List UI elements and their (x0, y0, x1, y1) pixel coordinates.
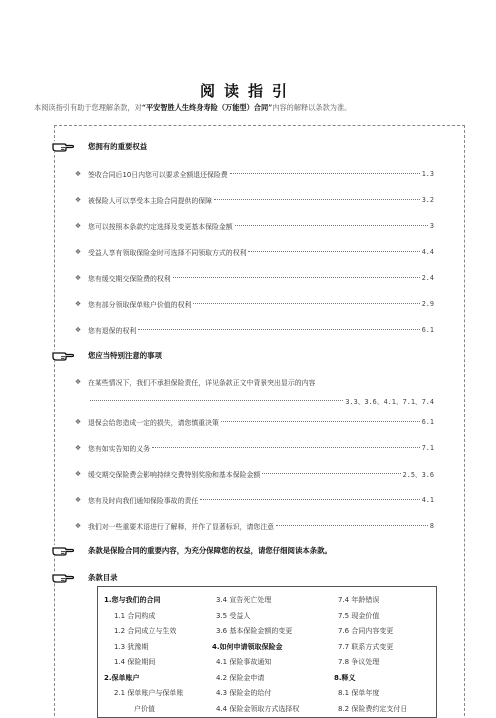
toc-item[interactable]: 1.4 保险期间 (114, 658, 156, 666)
diamond-bullet-icon: ❖ (74, 222, 82, 230)
toc-item[interactable]: 8.释义 (334, 673, 356, 682)
toc-entry[interactable]: ❖ 受益人享有领取保险金时可选择不同领取方式的权利 4.4 (74, 248, 434, 257)
toc-column-3 (334, 593, 408, 717)
toc-entry[interactable]: ❖ 您有如实告知的义务 7.1 (74, 444, 434, 453)
toc-item[interactable]: 1.3 犹豫期 (114, 642, 149, 651)
diamond-bullet-icon: ❖ (74, 248, 82, 256)
diamond-bullet-icon: ❖ (74, 522, 82, 530)
toc-item[interactable]: 4.2 保险金申请 (216, 673, 265, 682)
toc-entry[interactable]: ❖ 您有退保的权利 6.1 (74, 326, 434, 335)
toc-item[interactable]: 4.1 保险事故通知 (216, 658, 272, 666)
contract-name: “平安智胜人生终身寿险（万能型）合同” (141, 103, 273, 112)
diamond-bullet-icon: ❖ (74, 170, 82, 178)
toc-column-2 (212, 593, 300, 717)
toc-entry[interactable]: ❖ 您可以按照本条款约定选择及变更基本保险金额 3 (74, 222, 434, 231)
toc-item[interactable]: 2.1 保单账户与保单账 (114, 689, 184, 697)
toc-entry[interactable]: ❖ 您有缓交期交保险费的权利 2.4 (74, 274, 434, 283)
toc-item[interactable]: 2.保单账户 (104, 673, 140, 682)
diamond-bullet-icon: ❖ (74, 444, 82, 452)
intro-suffix: 内容的解释以条款为准。 (272, 103, 352, 112)
toc-entry[interactable]: ❖ 退保会给您造成一定的损失，请您慎重决策 6.1 (74, 418, 434, 427)
toc-item[interactable]: 3.5 受益人 (216, 611, 251, 620)
toc-item[interactable]: 7.7 联系方式变更 (338, 642, 394, 651)
intro-text (34, 103, 474, 113)
toc-item[interactable]: 7.4 年龄错误 (338, 596, 380, 604)
section-title: 您应当特别注意的事项 (88, 350, 162, 360)
toc-item[interactable]: 8.2 保险费约定支付日 (338, 704, 408, 713)
pointing-hand-icon (52, 350, 74, 361)
section-rights (54, 139, 147, 153)
section-toc (54, 570, 118, 584)
toc-entry[interactable]: ❖ 我们对一些重要术语进行了解释，并作了显著标识，请您注意 8 (74, 522, 434, 531)
toc-entry[interactable]: ❖ 被保险人可以享受本主险合同提供的保障 3.2 (74, 196, 434, 205)
toc-box (97, 586, 437, 718)
toc-entry[interactable]: ❖ 签收合同后10日内您可以要求全额退还保险费 1.3 (74, 170, 434, 179)
toc-item[interactable]: 7.6 合同内容变更 (338, 627, 394, 635)
section-title: 条款目录 (88, 572, 118, 582)
diamond-bullet-icon: ❖ (74, 274, 82, 282)
toc-item[interactable]: 3.6 基本保险金额的变更 (216, 627, 293, 635)
pointing-hand-icon (52, 572, 74, 583)
diamond-bullet-icon: ❖ (74, 418, 82, 426)
toc-item[interactable]: 3.4 宣告死亡处理 (216, 596, 272, 604)
diamond-bullet-icon: ❖ (74, 300, 82, 308)
toc-item[interactable]: 户价值 (134, 704, 155, 713)
diamond-bullet-icon: ❖ (74, 496, 82, 504)
toc-item[interactable]: 4.4 保险金领取方式选择权 (216, 704, 300, 713)
toc-entry[interactable]: ❖ 在某些情况下，我们不承担保险责任，详见条款正文中背景突出显示的内容 (74, 378, 316, 387)
diamond-bullet-icon: ❖ (74, 326, 82, 334)
page-title: 阅读指引 (199, 82, 296, 100)
toc-entry[interactable]: ❖ 缓交期交保险费会影响持续交费特别奖励和基本保险金额 2.5、3.6 (74, 470, 434, 479)
toc-item[interactable]: 1.2 合同成立与生效 (114, 627, 177, 635)
diamond-bullet-icon: ❖ (74, 196, 82, 204)
section-reading-note (54, 543, 332, 557)
toc-entry-continued[interactable]: 3.3、3.6、4.1、7.1、7.4 (88, 396, 434, 406)
section-title: 条款是保险合同的重要内容，为充分保障您的权益，请您仔细阅读本条款。 (88, 545, 332, 555)
toc-item[interactable]: 8.1 保单年度 (338, 689, 380, 697)
toc-item[interactable]: 1.1 合同构成 (114, 611, 156, 620)
pointing-hand-icon (52, 141, 74, 152)
toc-entry[interactable]: ❖ 您有及时向我们通知保险事故的责任 4.1 (74, 496, 434, 505)
toc-item[interactable]: 4.3 保险金的给付 (216, 689, 272, 697)
section-title: 您拥有的重要权益 (88, 141, 148, 151)
diamond-bullet-icon: ❖ (74, 378, 82, 386)
toc-item[interactable]: 1.您与我们的合同 (104, 596, 161, 604)
toc-item[interactable]: 7.5 现金价值 (338, 611, 380, 620)
toc-item[interactable]: 7.8 争议处理 (338, 658, 380, 666)
toc-column-1 (104, 593, 183, 717)
section-notices (54, 348, 162, 362)
toc-item[interactable]: 4.如何申请领取保险金 (212, 642, 283, 651)
intro-prefix: 本阅读指引有助于您理解条款，对 (34, 103, 142, 112)
pointing-hand-icon (52, 545, 74, 556)
diamond-bullet-icon: ❖ (74, 470, 82, 478)
toc-entry[interactable]: ❖ 您有部分领取保单账户价值的权利 2.9 (74, 300, 434, 309)
